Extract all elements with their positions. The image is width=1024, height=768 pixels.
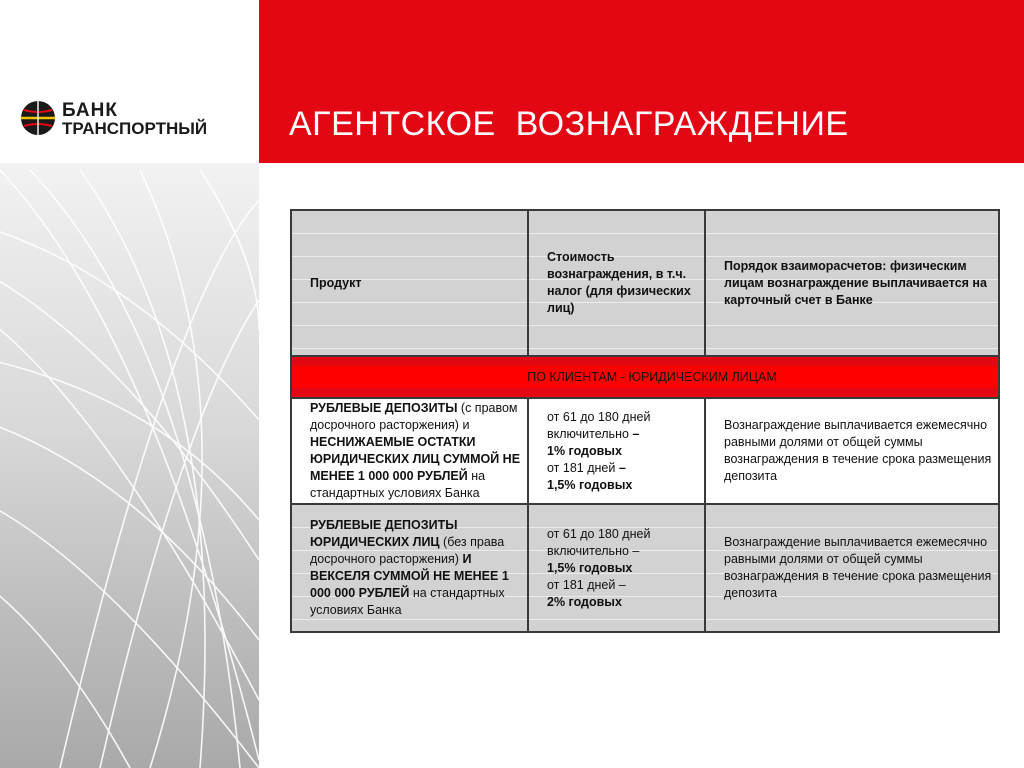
- cost-term-1: от 61 до 180 дней включительно –: [547, 526, 651, 558]
- table-header-row: [291, 210, 999, 356]
- cost-dash-1: –: [632, 426, 640, 441]
- column-header-product: Продукт: [291, 210, 528, 356]
- cost-cell: [528, 398, 705, 504]
- bank-logo: [20, 99, 252, 143]
- product-name: РУБЛЕВЫЕ ДЕПОЗИТЫ ЮРИДИЧЕСКИХ ЛИЦ: [310, 518, 458, 549]
- settlement-cell: Вознаграждение выплачивается ежемесячно равными долями от общей суммы вознаграждения в течение срока размещения депозита: [705, 398, 999, 504]
- cost-dash-2: –: [618, 460, 626, 475]
- product-conditions: на стандартных условиях Банка: [310, 586, 505, 617]
- section-row: [291, 356, 999, 398]
- product-note: (без права досрочного расторжения): [310, 535, 505, 566]
- product-cell: [291, 398, 528, 504]
- cost-rate-2: 2% годовых: [547, 594, 622, 609]
- cost-rate-1: 1% годовых: [547, 443, 622, 458]
- section-title: ПО КЛИЕНТАМ - ЮРИДИЧЕСКИМ ЛИЦАМ: [291, 356, 999, 398]
- logo-line-2: ТРАНСПОРТНЫЙ: [62, 119, 208, 138]
- product-name-extra: НЕСНИЖАЕМЫЕ ОСТАТКИ ЮРИДИЧЕСКИХ ЛИЦ СУММОЙ НЕ МЕНЕЕ 1 000 000 РУБЛЕЙ: [310, 435, 521, 483]
- product-conditions: на стандартных условиях Банка: [310, 469, 486, 500]
- page-title: АГЕНТСКОЕ ВОЗНАГРАЖДЕНИЕ: [289, 105, 849, 143]
- table-row: [291, 504, 999, 632]
- cost-rate-2: 1,5% годовых: [547, 477, 633, 492]
- logo-band: [0, 0, 259, 163]
- product-cell: [291, 504, 528, 632]
- cost-term-1: от 61 до 180 дней включительно: [547, 409, 651, 441]
- column-header-settlement: Порядок взаиморасчетов: физическим лицам вознаграждение выплачивается на карточный счет в Банке: [705, 210, 999, 356]
- product-name-extra: И ВЕКСЕЛЯ СУММОЙ НЕ МЕНЕЕ 1 000 000 РУБЛЕЙ: [310, 552, 509, 600]
- cost-term-2: от 181 дней –: [547, 577, 626, 592]
- product-name: РУБЛЕВЫЕ ДЕПОЗИТЫ: [310, 401, 458, 415]
- settlement-cell: Вознаграждение выплачивается ежемесячно равными долями от общей суммы вознаграждения в течение срока размещения депозита: [705, 504, 999, 632]
- column-header-cost: Стоимость вознаграждения, в т.ч. налог (для физических лиц): [528, 210, 705, 356]
- cost-rate-1: 1,5% годовых: [547, 560, 633, 575]
- reward-table-container: [290, 209, 998, 633]
- bank-logo-icon: [20, 100, 56, 136]
- title-band: [259, 0, 1024, 163]
- bank-logo-text: [62, 102, 207, 138]
- product-note: (с правом досрочного расторжения) и: [310, 401, 518, 432]
- table-row: [291, 398, 999, 504]
- reward-table: [290, 209, 1000, 633]
- logo-line-1: БАНК: [62, 100, 118, 121]
- cost-cell: [528, 504, 705, 632]
- cost-term-2: от 181 дней: [547, 460, 619, 475]
